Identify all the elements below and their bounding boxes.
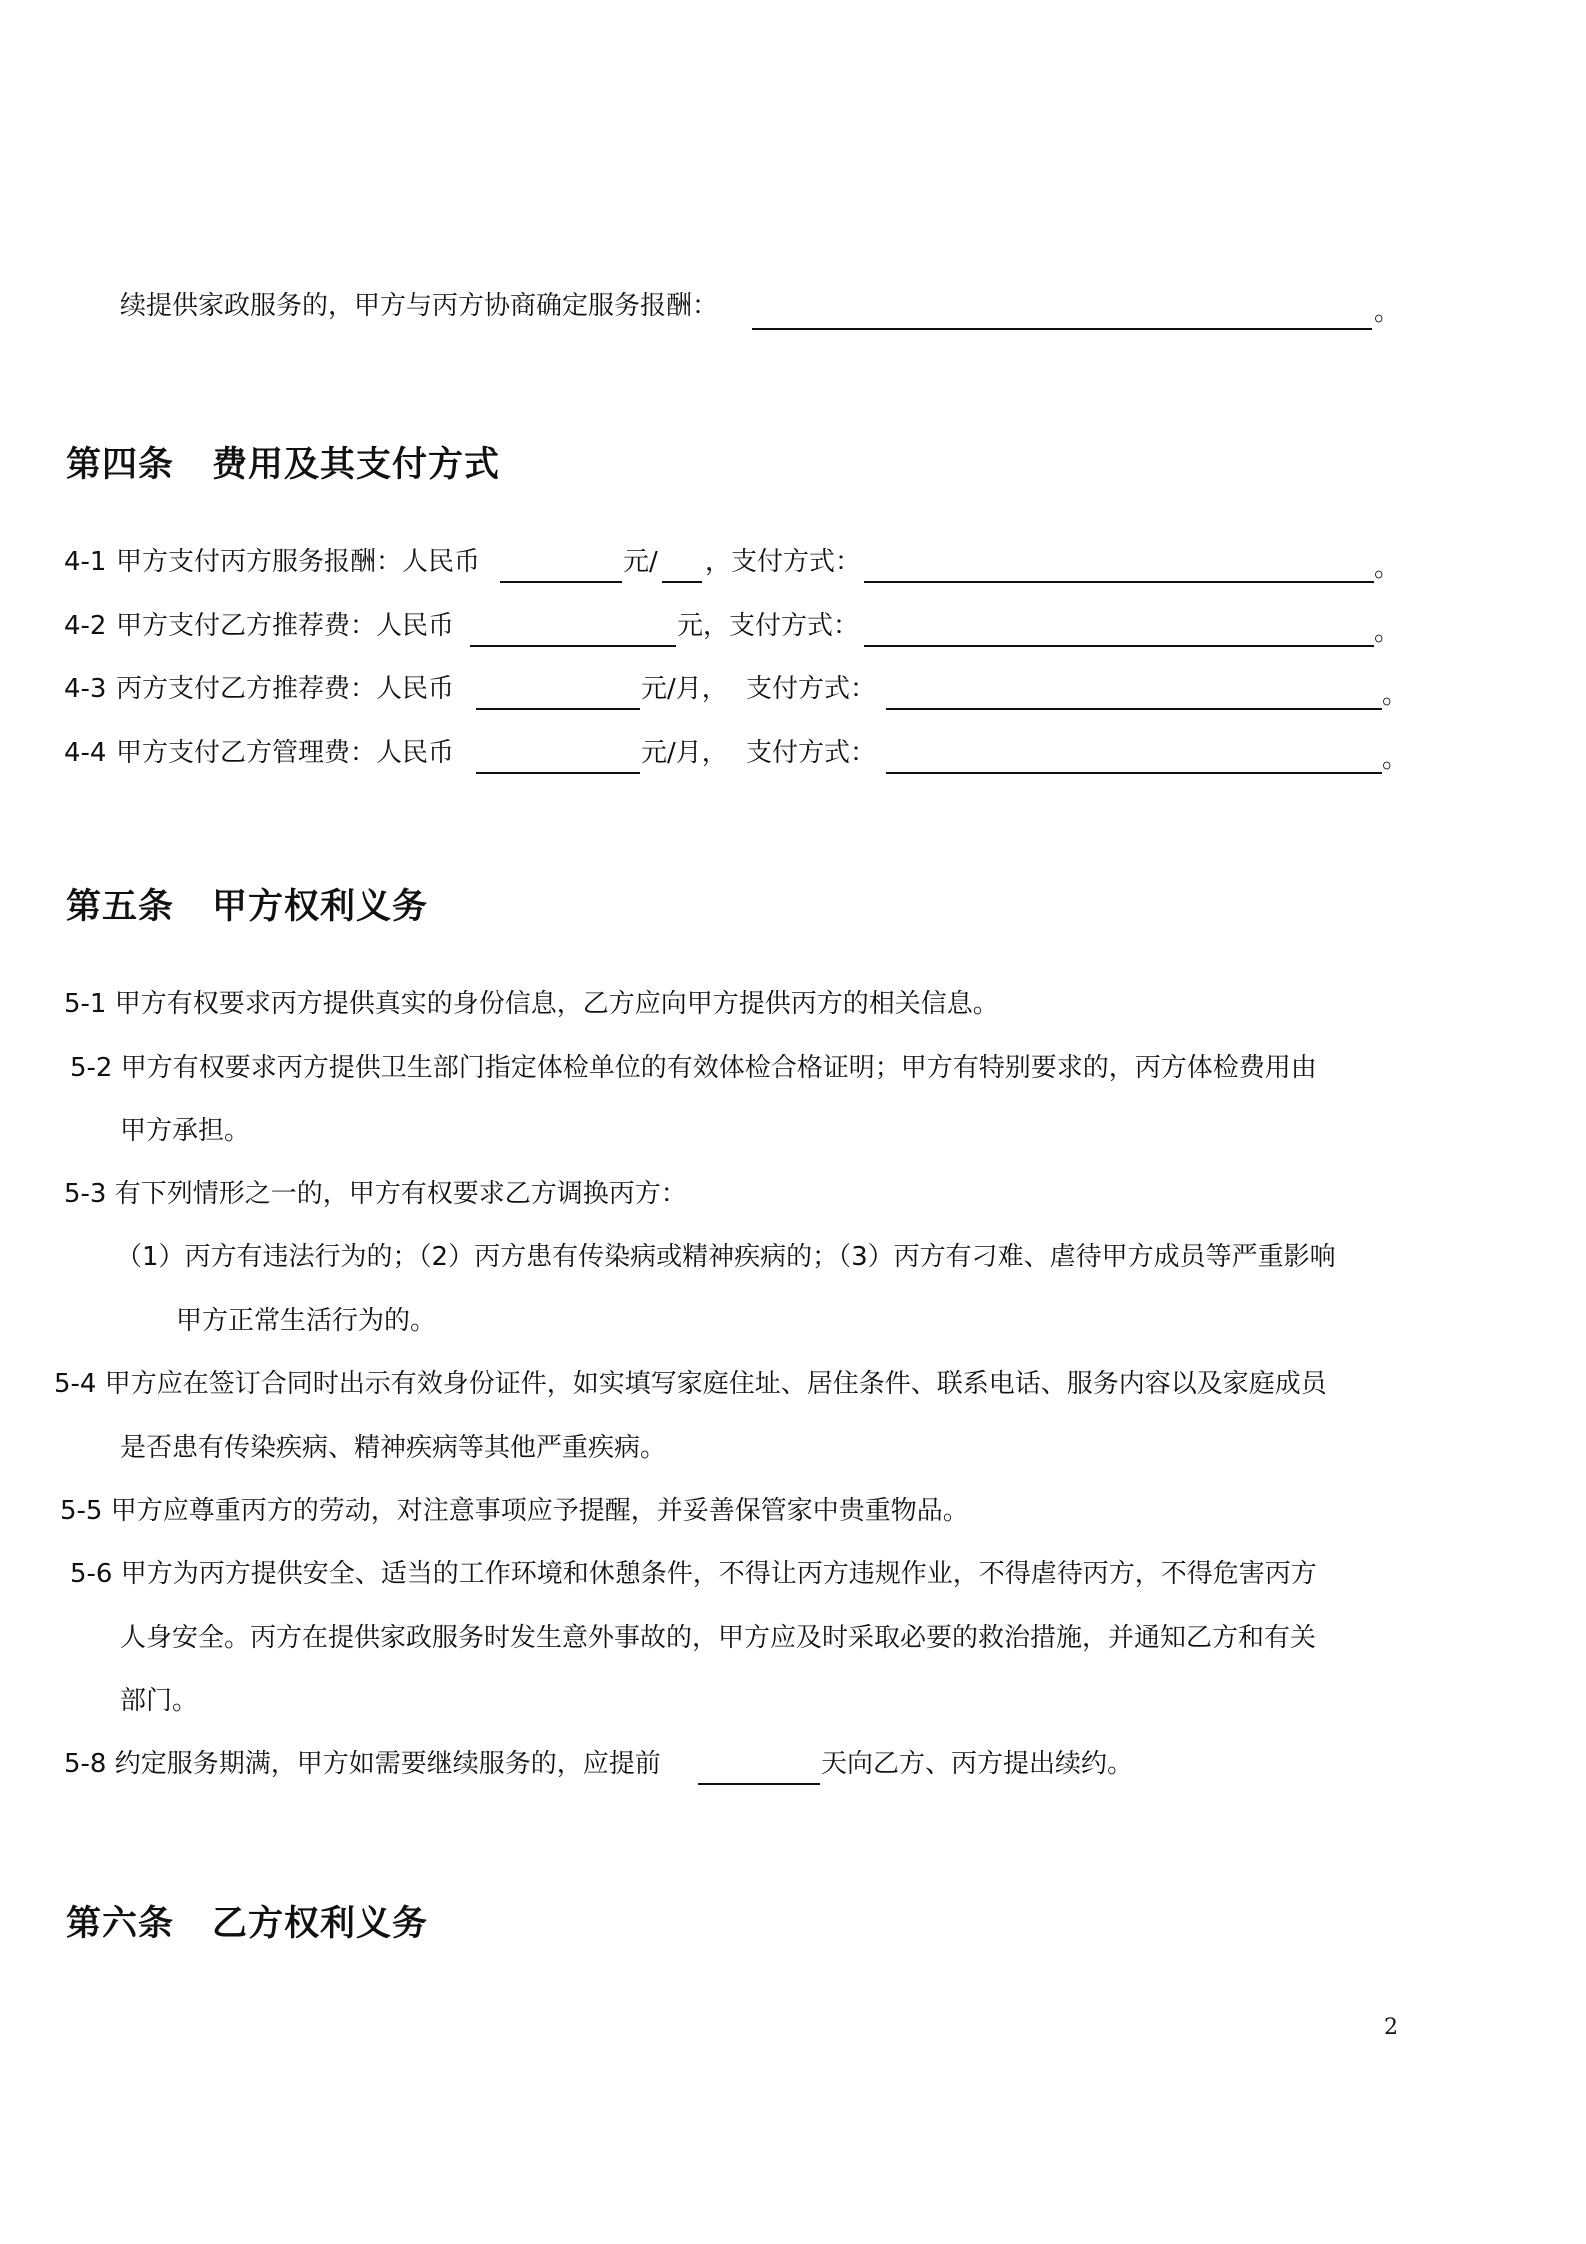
clause-5-2-cont: 甲方承担。 (120, 1116, 251, 1146)
clause-5-4-cont: 是否患有传染疾病、精神疾病等其他严重疾病。 (120, 1433, 667, 1463)
payment-method-label: ，支付方式： (705, 547, 862, 577)
clause-5-8-cont: 天向乙方、丙方提出续约。 (821, 1749, 1134, 1779)
clause-text: 甲方支付丙方服务报酬：人民币 (116, 547, 481, 577)
clause-id: 4-1 (64, 547, 107, 577)
blank-amount[interactable] (500, 581, 622, 583)
blank-amount[interactable] (476, 772, 640, 774)
period: 。 (1374, 617, 1401, 647)
clause-5-6-cont2: 部门。 (120, 1686, 199, 1716)
clause-text: 甲方支付乙方推荐费：人民币 (116, 611, 455, 641)
clause-text: 甲方支付乙方管理费：人民币 (116, 738, 455, 768)
blank-unit[interactable] (662, 581, 702, 583)
section-heading-5 (66, 883, 428, 931)
clause-5-2: 5-2 甲方有权要求丙方提供卫生部门指定体检单位的有效体检合格证明；甲方有特别要求的，丙方体检费用由 (70, 1053, 1317, 1083)
clause-5-8: 5-8 约定服务期满，甲方如需要继续服务的，应提前 (64, 1749, 661, 1779)
blank-amount[interactable] (476, 708, 640, 710)
blank-days[interactable] (698, 1783, 820, 1785)
unit-text: 元/ (623, 547, 658, 577)
period: 。 (1382, 680, 1409, 710)
clause-5-3-items-cont: 甲方正常生活行为的。 (176, 1306, 437, 1336)
section-title: 乙方权利义务 (212, 1904, 429, 1944)
section-number: 第六条 (66, 1904, 175, 1944)
clause-5-4: 5-4 甲方应在签订合同时出示有效身份证件，如实填写家庭住址、居住条件、联系电话、服务内容以及家庭成员 (54, 1369, 1327, 1399)
blank-amount[interactable] (470, 645, 676, 647)
blank-payment-method[interactable] (864, 645, 1374, 647)
clause-id: 4-3 (64, 674, 107, 704)
section-number: 第四条 (66, 445, 175, 485)
section-heading-4 (66, 441, 500, 489)
payment-method-label: 元，支付方式： (677, 611, 860, 641)
clause-5-3-items: （1）丙方有违法行为的；（2）丙方患有传染病或精神疾病的；（3）丙方有刁难、虐待甲方成员等严重影响 (116, 1242, 1336, 1272)
unit-text: 元/月， (641, 738, 728, 768)
clause-5-6-cont: 人身安全。丙方在提供家政服务时发生意外事故的，甲方应及时采取必要的救治措施，并通知乙方和有关 (120, 1623, 1317, 1653)
blank-payment-method[interactable] (886, 772, 1382, 774)
clause-5-5: 5-5 甲方应尊重丙方的劳动，对注意事项应予提醒，并妥善保管家中贵重物品。 (60, 1496, 969, 1526)
section-heading-6 (66, 1900, 428, 1948)
clause-5-6: 5-6 甲方为丙方提供安全、适当的工作环境和休憩条件，不得让丙方违规作业，不得虐待丙方，不得危害丙方 (70, 1559, 1317, 1589)
clause-id: 4-2 (64, 611, 107, 641)
section-number: 第五条 (66, 887, 175, 927)
blank-remuneration[interactable] (752, 328, 1372, 330)
period: 。 (1374, 297, 1401, 327)
clause-5-3: 5-3 有下列情形之一的，甲方有权要求乙方调换丙方： (64, 1179, 687, 1209)
unit-text: 元/月， (641, 674, 728, 704)
blank-payment-method[interactable] (864, 581, 1374, 583)
period: 。 (1382, 744, 1409, 774)
payment-method-label: 支付方式： (746, 674, 877, 704)
clause-5-1: 5-1 甲方有权要求丙方提供真实的身份信息，乙方应向甲方提供丙方的相关信息。 (64, 989, 999, 1019)
page-number: 2 (1384, 2015, 1398, 2040)
section-title: 甲方权利义务 (212, 887, 429, 927)
section-title: 费用及其支付方式 (212, 445, 501, 485)
blank-payment-method[interactable] (886, 708, 1382, 710)
period: 。 (1374, 553, 1401, 583)
payment-method-label: 支付方式： (746, 738, 877, 768)
continuation-text: 续提供家政服务的，甲方与丙方协商确定服务报酬： (120, 291, 719, 321)
clause-text: 丙方支付乙方推荐费：人民币 (116, 674, 455, 704)
clause-id: 4-4 (64, 738, 107, 768)
